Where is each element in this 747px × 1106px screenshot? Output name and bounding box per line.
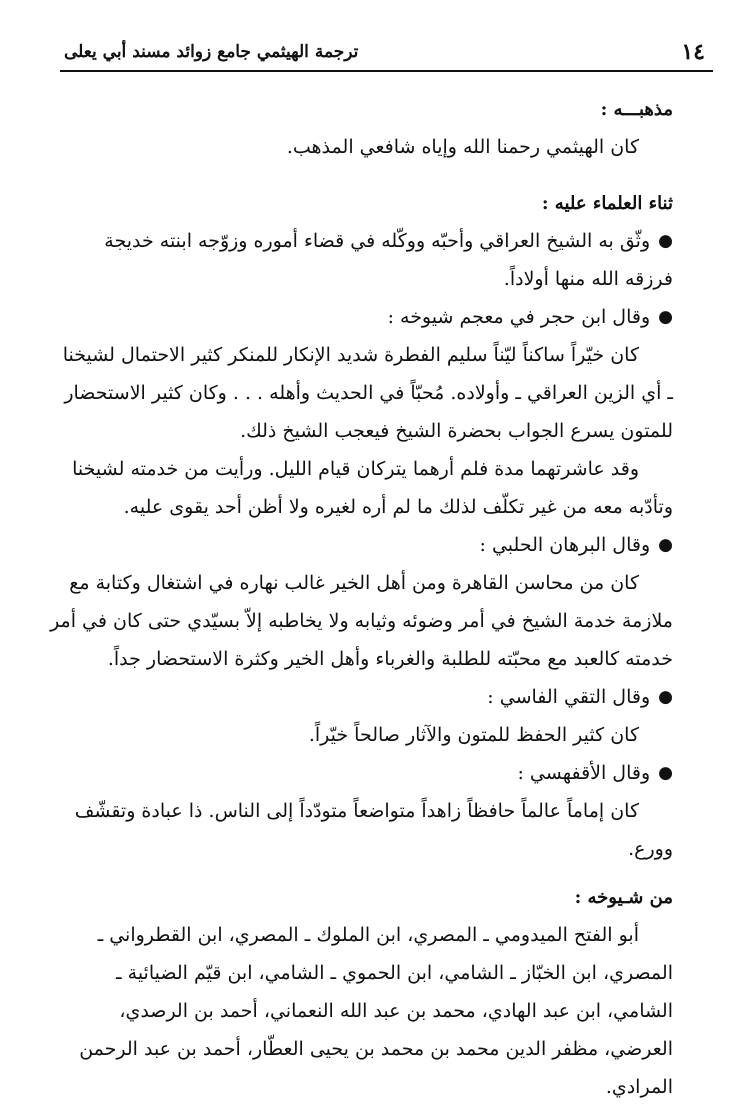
page-body xyxy=(40,92,673,1106)
quote-intro-aqfahsi xyxy=(40,754,673,792)
paragraph-line: خدمته كالعبد مع محبّته للطلبة والغرباء وأهل الخير وكثرة الاستحضار جداً. xyxy=(107,647,673,670)
paragraph-line: المصري، ابن الخبّاز ـ الشامي، ابن الحموي ـ الشامي، ابن قيّم الضيائية ـ xyxy=(116,961,673,984)
bullet-icon: ● xyxy=(658,686,673,707)
section-heading-praise: ثناء العلماء عليه : xyxy=(541,193,673,215)
paragraph-line: فرزقه الله منها أولاداً. xyxy=(503,267,673,290)
quote-intro-text: وقال الأقفهسي : xyxy=(517,761,651,784)
paragraph-line: وثّق به الشيخ العراقي وأحبّه ووكّله في قضاء أموره وزوّجه ابنته خديجة xyxy=(104,229,651,252)
quote-intro-ibn-hajar xyxy=(40,298,673,336)
running-title: ترجمة الهيثمي جامع زوائد مسند أبي يعلى xyxy=(64,42,359,62)
madhhab-text: كان الهيثمي رحمنا الله وإياه شافعي المذهب. xyxy=(286,135,639,158)
quote-intro-taqi-fasi xyxy=(40,678,673,716)
section-heading-teachers: من شـيوخه : xyxy=(574,887,673,909)
paragraph-line: المرادي. xyxy=(605,1075,673,1098)
section-heading-madhhab: مذهبـــه : xyxy=(600,99,673,121)
quote-intro-text: وقال التقي الفاسي : xyxy=(487,685,651,708)
paragraph-line: للمتون يسرع الجواب بحضرة الشيخ فيعجب الشيخ ذلك. xyxy=(240,419,673,442)
paragraph-line: كان خيّراً ساكناً ليّناً سليم الفطرة شديد الإنكار للمنكر كثير الاحتمال لشيخنا xyxy=(62,343,639,366)
paragraph-line: وتأدّبه معه من غير تكلّف لذلك ما لم أره لغيره ولا أظن أحد يقوى عليه. xyxy=(123,495,673,518)
quote-intro-burhan-halabi xyxy=(40,526,673,564)
paragraph-line: كان من محاسن القاهرة ومن أهل الخير غالب نهاره في اشتغال وكتابة مع xyxy=(69,571,639,594)
paragraph-line: وقد عاشرتهما مدة فلم أرهما يتركان قيام الليل. ورأيت من خدمته لشيخنا xyxy=(72,457,639,480)
page-number: ١٤ xyxy=(681,39,705,65)
praise-paragraph-1 xyxy=(40,222,673,260)
bullet-icon: ● xyxy=(658,306,673,327)
quote-intro-text: وقال ابن حجر في معجم شيوخه : xyxy=(387,305,651,328)
paragraph-line: الشامي، ابن عبد الهادي، محمد بن عبد الله النعماني، أحمد بن الرصدي، xyxy=(119,999,673,1022)
paragraph-line: أبو الفتح الميدومي ـ المصري، ابن الملوك ـ المصري، ابن القطرواني ـ xyxy=(97,923,639,946)
paragraph-line: العرضي، مظفر الدين محمد بن محمد بن يحيى العطّار، أحمد بن عبد الرحمن xyxy=(79,1037,673,1060)
paragraph-line: وورع. xyxy=(628,837,673,860)
quote-intro-text: وقال البرهان الحلبي : xyxy=(479,533,651,556)
paragraph-line: ـ أي الزين العراقي ـ وأولاده. مُحبّاً في الحديث وأهله . . . وكان كثير الاستحضار xyxy=(64,381,673,404)
bullet-icon: ● xyxy=(658,230,673,251)
paragraph-line: كان كثير الحفظ للمتون والآثار صالحاً خيّراً. xyxy=(308,723,639,746)
bullet-icon: ● xyxy=(658,534,673,555)
paragraph-line: كان إماماً عالماً حافظاً زاهداً متواضعاً متودّداً إلى الناس. ذا عبادة وتقشّف xyxy=(74,799,639,822)
bullet-icon: ● xyxy=(658,762,673,783)
paragraph-line: ملازمة خدمة الشيخ في أمر وضوئه وثيابه ولا يخاطبه إلاّ بسيّدي حتى كان في أمر xyxy=(50,609,673,632)
page-header xyxy=(60,34,713,72)
